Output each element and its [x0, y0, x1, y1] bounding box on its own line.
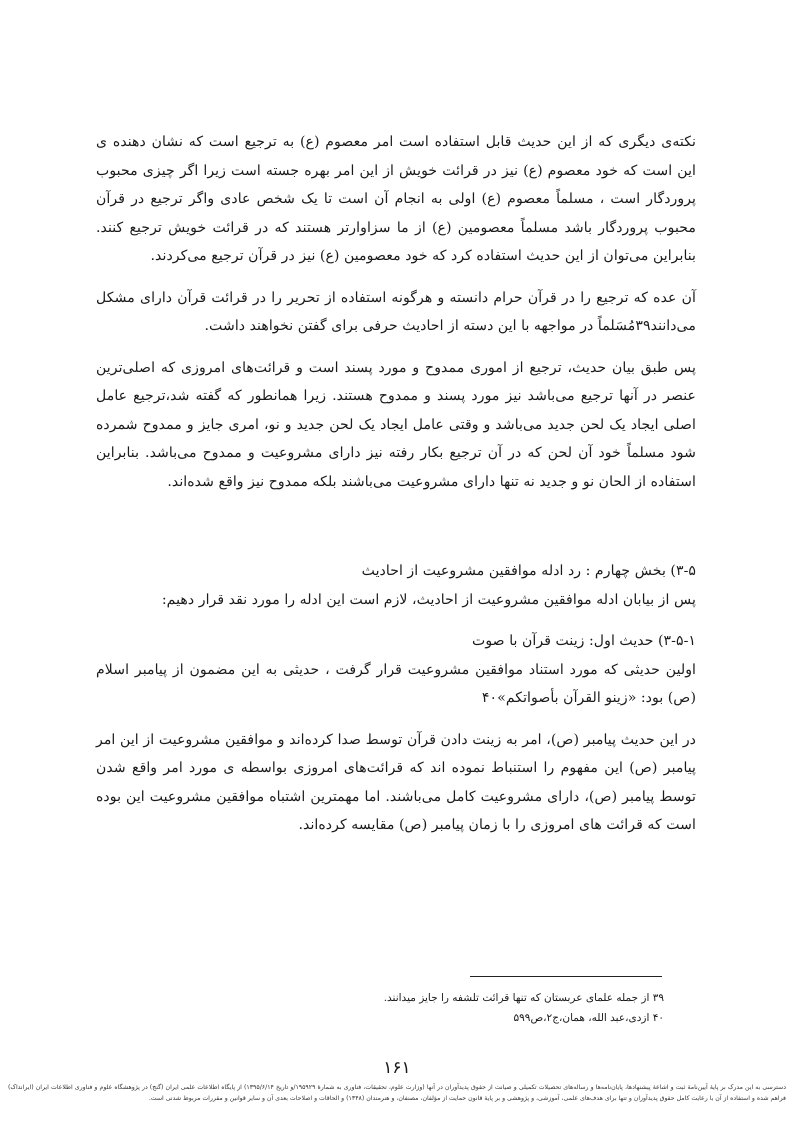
paragraph-3: پس طبق بیان حدیث، ترجیع از اموری ممدوح و مورد پسند است و قرائت‌های امروزی که اصلی‌ترین عنصر در آنها ترجیع می‌باشد نیز مورد پسند و ممدوح هستند. زیرا همانطور که گفته شد،ترجیع عامل اصلی ایجاد یک لحن جدید می‌باشد و وقتی عامل ایجاد یک لحن جدید و نو، امری جایز و ممدوح شمرده شود مسلماً خود آن لحن که در آن ترجیع بکار رفته نیز دارای مشروعیت و ممدوح می‌باشد. بنابراین استفاده از الحان نو و جدید نه تنها دارای مشروعیت می‌باشند بلکه ممدوح نیز واقع شده‌اند. [96, 359, 696, 490]
footnotes [300, 988, 664, 1028]
copyright-notice: دسترسی به این مدرک بر پایهٔ آیین‌نامهٔ ثبت و اشاعهٔ پیشنهادها، پایان‌نامه‌ها و رساله‌های تحصیلات تکمیلی و صیانت از حقوق پدیدآوران در آنها (وزارت علوم، تحقیقات، فناوری به شمارهٔ ۱۹۵۹۲۹/و تاریخ ۱۳۹۵/۶/۱۴) از پایگاه اطلاعات علمی ایران (گنج) در پژوهشگاه علوم و فناوری اطلاعات ایران (ایرانداک) فراهم شده و استفاده از آن با رعایت کامل حقوق پدیدآوران و تنها برای هدف‌های علمی، آموزشی، و پژوهشی و بر پایهٔ قانون حمایت از مؤلفان، مصنفان، و هنرمندان (۱۳۴۸) و الحاقات و اصلاحات بعدی آن و سایر قوانین و مقررات مربوط شدنی است. [8, 1084, 786, 1102]
section-heading: ۳-۵) بخش چهارم : رد ادله موافقین مشروعیت از احادیث [361, 563, 696, 579]
footnote-divider [470, 976, 662, 977]
footnote-40: ۴۰ ازدی،عبد الله، همان،ج۲،ص۵۹۹ [513, 1012, 664, 1024]
subsection-paragraph: اولین حدیثی که مورد استناد موافقین مشروعیت قرار گرفت ، حدیثی به این مضمون از پیامبر اسلام (ص) بود: «زینو القرآن بأصواتکم»۴۰ [96, 661, 696, 706]
section-intro: پس از بیابان ادله موافقین مشروعیت از احادیث، لازم است این ادله را مورد نقد قرار دهیم: [161, 591, 696, 608]
paragraph-1: نکته‌ی دیگری که از این حدیث قابل استفاده است امر معصوم (ع) به ترجیع است که نشان دهنده ی این است که خود معصوم (ع) نیز در قرائت خویش از این امر بهره جسته است زیرا اگر چیزی محبوب پروردگار است ، مسلماً معصوم (ع) اولی به انجام آن است تا یک شخص عادی واگر ترجیع در قرآن محبوب پروردگار باشد مسلماً معصومین (ع) از ما سزاوارتر هستند که در قرائت خویش ترجیع کنند. بنابراین می‌توان از این حدیث استفاده کرد که خود معصومین (ع) نیز در قرآن ترجیع می‌کردند. [96, 134, 696, 264]
main-text [96, 128, 696, 853]
paragraph-2: آن عده که ترجیع را در قرآن حرام دانسته و هرگونه استفاده از تحریر را در قرائت قرآن دارای مشکل می‌دانند۳۹مُسَلماً در مواجهه با این دسته از احادیث حرفی برای گفتن نخواهند داشت. [96, 289, 696, 334]
subsection-heading: ۳-۵-۱) حدیث اول: زینت قرآن با صوت [471, 633, 696, 649]
footnote-39: ۳۹ از جمله علمای عربستان که تنها قرائت تلشفه را جایز میدانند. [383, 992, 664, 1004]
paragraph-last: در این حدیث پیامبر (ص)، امر به زینت دادن قرآن توسط صدا کرده‌اند و موافقین مشروعیت از این امر پیامبر (ص) این مفهوم را استنباط نموده اند که قرائت‌های امروزی بواسطه ی مورد امر واقع شدن توسط پیامبر (ص)، دارای مشروعیت کامل می‌باشند. اما مهمترین اشتباه موافقین مشروعیت این بوده است که قرائت های امروزی را با زمان پیامبر (ص) مقایسه کرده‌اند. [96, 731, 696, 833]
spacer [96, 509, 696, 557]
page-number: ۱۶۱ [383, 1058, 411, 1078]
